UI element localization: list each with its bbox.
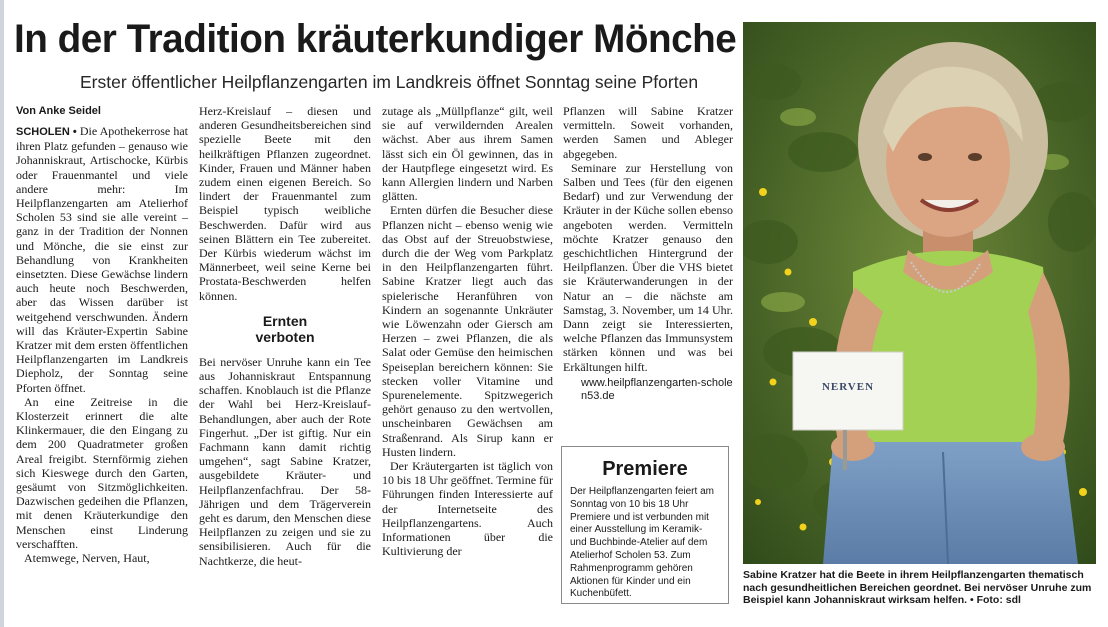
paragraph: Pflanzen will Sabine Kratzer vermitteln. Soweit vorhanden, werden Samen und Ableger abgegeben. [563,104,733,161]
author-byline: Von Anke Seidel [16,105,101,117]
subheadline: Erster öffentlicher Heilpflanzengarten im Landkreis öffnet Sonntag seine Pforten [80,72,699,92]
sign-text: NERVEN [821,381,875,393]
article-column-1 [16,104,188,565]
website-link[interactable]: www.heilpflanzengarten-scholen53.de [581,376,733,402]
article-photo [743,22,1096,564]
paragraph: Herz-Kreislauf – diesen und anderen Gesundheitsbereichen sind spezielle Beete mit den heilkräftigen Pflanzen zugeordnet. Kinder, Frauen und Männer haben zudem einen eigenen Bereich. So lindert der Frauenmantel zum Beispiel typisch weibliche Beschwerden. Dafür wird aus seinen Blättern ein Tee zubereitet. Der Kürbis wiederum wächst im Männerbeet, weil seine Kerne bei Prostata-Beschwerden helfen können. [199,104,371,303]
paragraph: An eine Zeitreise in die Klosterzeit erinnert die alte Klinkermauer, die den Eingang zu dem 200 Quadratmeter großen Areal freigibt. Sternförmig ziehen sich Kieswege durch den Garten, gesäumt von Sitzmöglichkeiten. Dazwischen gedeihen die Pflanzen, mit denen Kräuterkundige den Menschen einst Linderung verschafften. [16,394,188,551]
right-hand [1021,433,1065,461]
paragraph: Ernten dürfen die Besucher diese Pflanzen nicht – ebenso wenig wie das Obst auf der Streuobstwiese, durch die der Weg vom Parkplatz in den Heilpflanzengarten führt. Sabine Kratzer liegt auch das spielerische Heranführen von Kindern an sogenannte Unkräuter wie Löwenzahn oder Giersch am Herzen – zwei Pflanzen, die als Salat oder Gemüse den heimischen Speiseplan bereichern können: Sie stecken voller Vitamine und Spurenelemente. Spitzwegerich gehört genauso zu den wertvollen, unscheinbaren Gewächsen am Straßenrand. Als Sirup kann er Husten lindern. [382,203,553,459]
page-edge-rule [0,0,4,627]
paragraph: Der Kräutergarten ist täglich von 10 bis 18 Uhr geöffnet. Termine für Führungen finden Interessierte auf der Internetseite des Heilpflanzengartens. Auch Informationen über die Kultivierung der [382,459,554,559]
infobox-text: Der Heilpflanzengarten feiert am Sonntag von 10 bis 18 Uhr Premiere und ist verbunden mit einer Ausstellung im Keramik- und Buchbinde-Atelier auf dem Atelierhof Scholen 53. Zum Rahmenprogramm gehören Aktionen für Kinder und ein Kuchenbüfett. [570,486,714,600]
paragraph [16,124,188,395]
photo-caption: Sabine Kratzer hat die Beete in ihrem Heilpflanzengarten thematisch nach gesundheitlichen Bereichen geordnet. Bei nervöser Unruhe zum Beispiel kann Johanniskraut wirksam helfen. • Foto: sdl [743,569,1092,607]
crosshead-line: verboten [255,328,315,345]
sign-post [843,430,847,470]
crosshead [199,313,371,345]
dateline: SCHOLEN • [16,126,77,138]
right-eye [968,153,982,161]
photo-illustration [743,22,1096,564]
article-column-4 [563,104,733,403]
paragraph: zutage als „Müllpflanze“ gilt, weil sie auf verwildernden Arealen wächst. Aber aus ihrem Samen lässt sich ein Öl gewinnen, das in der Hautpflege eingesetzt wird. Es kann Allergien lindern und Narben glätten. [382,104,553,204]
article-column-3 [382,104,553,559]
article-column-2 [199,104,371,568]
left-hand [831,433,875,461]
crosshead-line: Ernten [262,312,308,329]
paragraph: Bei nervöser Unruhe kann ein Tee aus Johanniskraut Entspannung schaffen. Knoblauch ist die Pflanze der Wahl bei Herz-Kreislauf-Behandlungen, aber auch der Rote Fingerhut. „Der ist giftig. Nur ein Fachmann kann damit richtig umgehen“, sagt Sabine Kratzer, ausgebildete Kräuter- und Heilpflanzenfachfrau. Der 58-Jährigen und dem Trägerverein geht es darum, den Menschen diese Heilpflanzen zu zeigen und sie zu sensibilisieren. Auch für die Nachtkerze, die heut- [199,354,371,568]
paragraph: Seminare zur Herstellung von Salben und Tees (für den eigenen Bedarf) und zur Verwendung der Kräuter in der Küche sollen ebenso angeboten werden. Vermitteln möchte Kratzer genauso den geschichtlichen Hintergrund der Heilpflanzen. Über die VHS bietet sie Kräuterwanderungen in der Natur an – die nächste am Samstag, 3. November, um 14 Uhr. Dann zeigt sie Interessierten, welche Pflanzen das Immunsystem stärken können und was bei Erkältungen hilft. [563,160,733,374]
paragraph: Atemwege, Nerven, Haut, [24,551,150,566]
premiere-infobox [561,446,729,604]
infobox-title: Premiere [602,458,688,480]
paragraph-text: Die Apothekerrose hat ihren Platz gefunden – genauso wie Johanniskraut, Artischocke, Kürbis oder Frauenmantel und viele andere mehr: Im Heilpflanzengarten am Atelierhof Scholen 53 sind sie alle vereint – ganz in der Tradition der Nonnen und Mönche, die sie einst zur Behandlung von Krankheiten einsetzten. Diese Gewächse lindern auch heute noch Beschwerden, aber das Wissen darüber ist weitgehend verschwunden. Ändern will das Kräuter-Expertin Sabine Kratzer mit dem ersten öffentlichen Heilpflanzengarten im Landkreis Diepholz, der Sonntag seine Pforten öffnet. [16,124,189,395]
left-eye [918,153,932,161]
headline: In der Tradition kräuterkundiger Mönche [14,17,737,61]
